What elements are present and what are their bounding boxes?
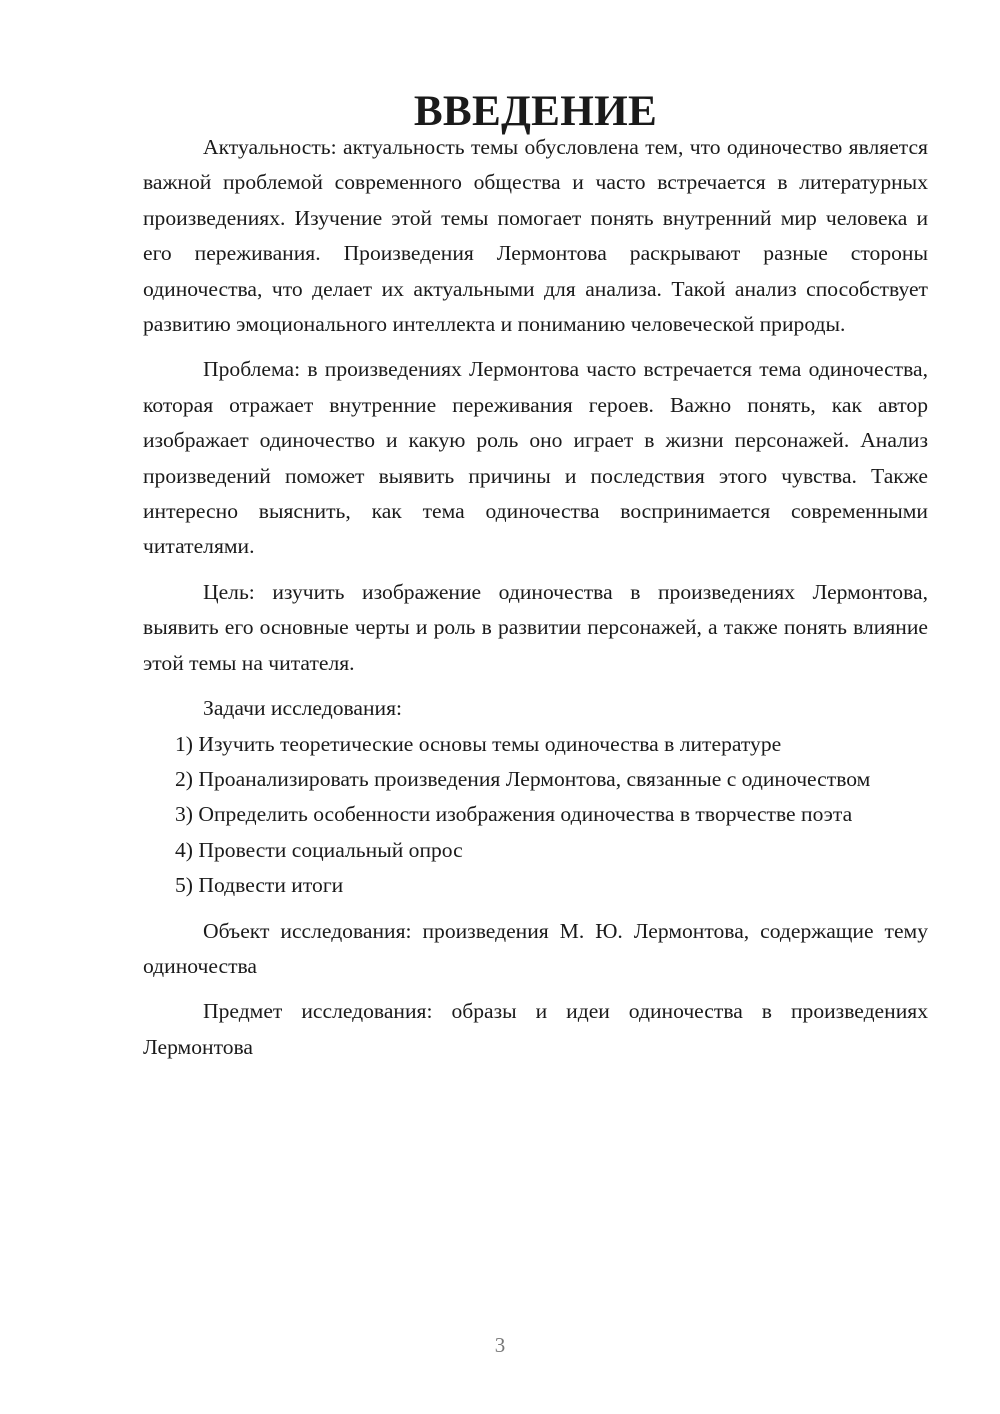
tasks-list: [143, 727, 928, 904]
document-page: [143, 88, 928, 1065]
list-item: 1) Изучить теоретические основы темы одиночества в литературе: [175, 731, 782, 756]
paragraph-problem: Проблема: в произведениях Лермонтова часто встречается тема одиночества, которая отражает внутренние переживания героев. Важно понять, как автор изображает одиночество и какую роль оно играет в жизни персонажей. Анализ произведений поможет выявить причины и последствия этого чувства. Также интересно выяснить, как тема одиночества воспринимается современными читателями.: [143, 357, 928, 559]
paragraph-tasks-heading: Задачи исследования:: [203, 696, 403, 721]
paragraph-goal: Цель: изучить изображение одиночества в произведениях Лермонтова, выявить его основные черты и роль в развитии персонажей, а также понять влияние этой темы на читателя.: [143, 579, 928, 675]
section-title: ВВЕДЕНИЕ: [413, 88, 658, 135]
paragraph-subject: Предмет исследования: образы и идеи одиночества в произведениях Лермонтова: [143, 999, 928, 1059]
list-item: 5) Подвести итоги: [175, 873, 344, 898]
paragraph-object: Объект исследования: произведения М. Ю. Лермонтова, содержащие тему одиночества: [143, 918, 928, 978]
list-item: 4) Провести социальный опрос: [175, 837, 463, 862]
paragraph-relevance: Актуальность: актуальность темы обусловлена тем, что одиночество является важной проблемой современного общества и часто встречается в литературных произведениях. Изучение этой темы помогает понять внутренний мир человека и его переживания. Произведения Лермонтова раскрывают разные стороны одиночества, что делает их актуальными для анализа. Такой анализ способствует развитию эмоционального интеллекта и пониманию человеческой природы.: [143, 135, 928, 337]
page-number: 3: [494, 1333, 506, 1357]
list-item: 3) Определить особенности изображения одиночества в творчестве поэта: [175, 802, 853, 827]
list-item: 2) Проанализировать произведения Лермонтова, связанные с одиночеством: [175, 766, 871, 791]
